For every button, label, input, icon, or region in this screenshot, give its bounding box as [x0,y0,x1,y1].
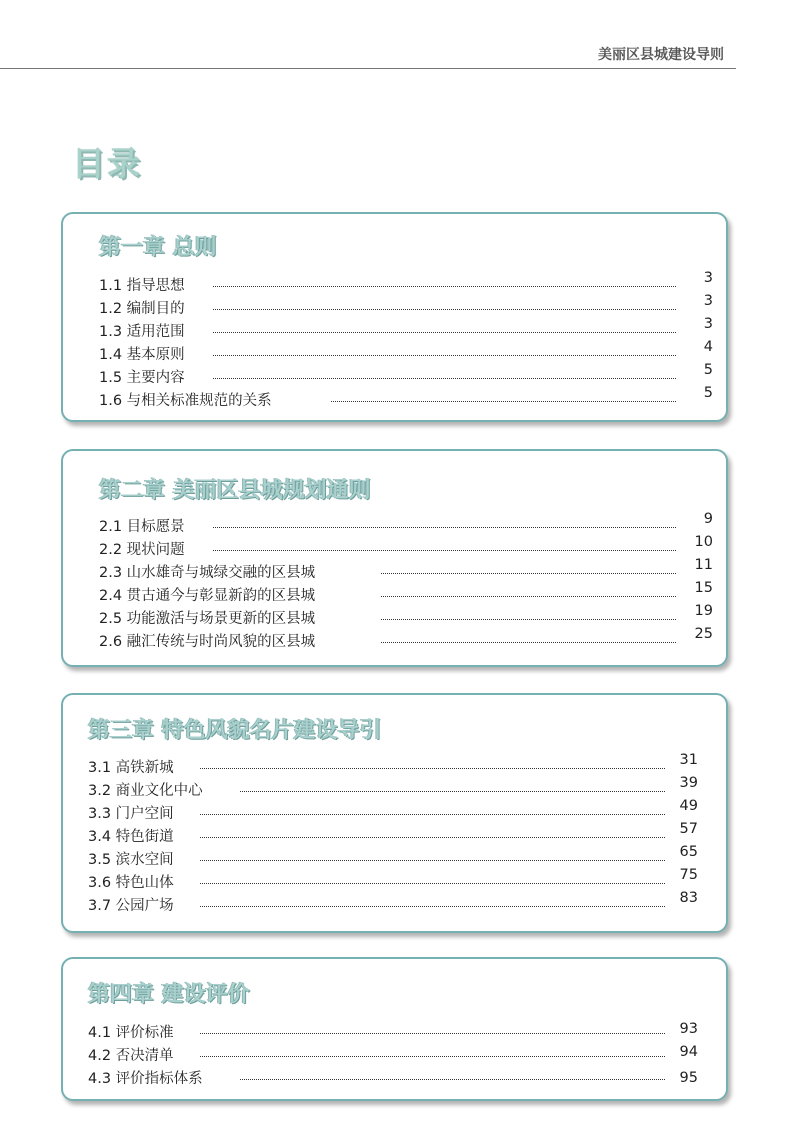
toc-entry-label: 4.3 评价指标体系 [88,1071,203,1087]
toc-entry-label: 2.4 贯古通今与彰显新韵的区县城 [99,588,316,604]
toc-entry-page: 65 [679,844,698,860]
toc-entry-page: 3 [703,293,713,309]
chapter-card-2 [61,449,728,667]
toc-entry-page: 93 [679,1021,698,1037]
chapter-title: 第一章 总则 [99,235,217,260]
dot-leader [381,619,676,620]
dot-leader [200,1033,665,1034]
toc-entry-label: 1.5 主要内容 [99,370,185,386]
chapter-title: 第三章 特色风貌名片建设导引 [88,718,382,743]
dot-leader [200,814,665,815]
toc-entry-page: 4 [703,339,713,355]
toc-entry-label: 1.3 适用范围 [99,324,185,340]
dot-leader [200,768,665,769]
toc-entry-page: 19 [694,603,713,619]
toc-entry-label: 1.1 指导思想 [99,278,185,294]
running-header-title: 美丽区县城建设导则 [598,47,724,63]
dot-leader [381,596,676,597]
toc-entry-page: 3 [703,316,713,332]
dot-leader [200,1056,665,1057]
toc-entry-page: 5 [703,385,713,401]
dot-leader [213,286,676,287]
page-title: 目录 [72,144,142,183]
dot-leader [331,401,676,402]
toc-entry-page: 10 [694,534,713,550]
dot-leader [381,573,676,574]
dot-leader [381,642,676,643]
toc-entry-label: 2.1 目标愿景 [99,519,185,535]
toc-entry-label: 2.2 现状问题 [99,542,185,558]
chapter-title: 第四章 建设评价 [88,982,250,1007]
dot-leader [240,791,665,792]
dot-leader [213,355,676,356]
dot-leader [213,378,676,379]
dot-leader [213,550,676,551]
chapter-card-4 [61,957,728,1101]
dot-leader [213,332,676,333]
toc-entry-label: 2.3 山水雄奇与城绿交融的区县城 [99,565,316,581]
toc-entry-page: 15 [694,580,713,596]
toc-entry-page: 31 [679,752,698,768]
toc-entry-label: 1.4 基本原则 [99,347,185,363]
toc-entry-page: 75 [679,867,698,883]
toc-entry-label: 2.5 功能激活与场景更新的区县城 [99,611,316,627]
toc-entry-page: 57 [679,821,698,837]
toc-entry-page: 94 [679,1044,698,1060]
toc-entry-page: 11 [694,557,713,573]
dot-leader [200,837,665,838]
toc-entry-label: 3.4 特色街道 [88,829,174,845]
toc-entry-label: 3.5 滨水空间 [88,852,174,868]
toc-entry-label: 4.1 评价标准 [88,1025,174,1041]
chapter-card-1 [61,212,728,422]
toc-entry-label: 2.6 融汇传统与时尚风貌的区县城 [99,634,316,650]
toc-entry-label: 3.6 特色山体 [88,875,174,891]
dot-leader [200,906,665,907]
dot-leader [200,860,665,861]
toc-entry-label: 3.7 公园广场 [88,898,174,914]
dot-leader [240,1079,665,1080]
chapter-card-3 [61,693,728,933]
toc-entry-page: 39 [679,775,698,791]
toc-entry-label: 4.2 否决清单 [88,1048,174,1064]
toc-entry-page: 49 [679,798,698,814]
dot-leader [200,883,665,884]
dot-leader [213,527,676,528]
toc-entry-label: 3.2 商业文化中心 [88,783,203,799]
toc-entry-label: 3.3 门户空间 [88,806,174,822]
toc-entry-page: 3 [703,270,713,286]
toc-entry-page: 83 [679,890,698,906]
toc-entry-label: 3.1 高铁新城 [88,760,174,776]
toc-entry-label: 1.2 编制目的 [99,301,185,317]
toc-entry-page: 5 [703,362,713,378]
toc-entry-label: 1.6 与相关标准规范的关系 [99,393,272,409]
toc-entry-page: 95 [679,1070,698,1086]
header-divider [0,68,736,69]
toc-entry-page: 25 [694,626,713,642]
toc-entry-page: 9 [703,511,713,527]
dot-leader [213,309,676,310]
chapter-title: 第二章 美丽区县城规划通则 [99,478,371,503]
